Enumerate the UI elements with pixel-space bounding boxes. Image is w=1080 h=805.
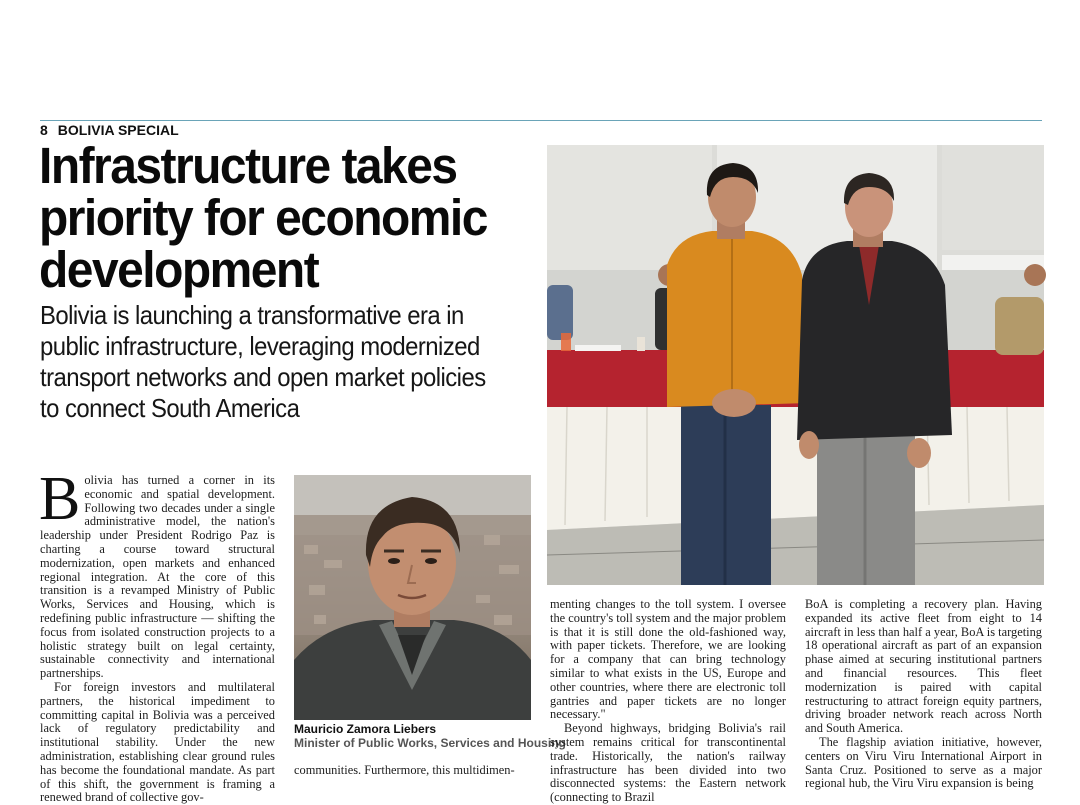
article-standfirst: Bolivia is launching a transformative era in public infrastructure, leveraging modernized transport networks and open market policies to connect South America — [40, 300, 486, 423]
article-headline: Infrastructure takes priority for economic development — [39, 137, 487, 298]
page-number: 8 — [40, 122, 48, 138]
body-paragraph: menting changes to the toll system. I oversee the country's toll system and the major problem is that it is still done the old-fashioned way, with paper tickets. Therefore, we are looking for a company that can bring technology similar to what exists in the US, Europe and other countries, where there are electronic toll gantries and paper tickets are no longer necessary." — [550, 597, 786, 722]
drop-cap: B — [39, 465, 81, 533]
body-paragraph — [39, 465, 275, 681]
meeting-illustration — [547, 145, 1044, 585]
body-column-4 — [805, 597, 1042, 791]
section-name: BOLIVIA SPECIAL — [57, 122, 179, 138]
body-column-3 — [550, 597, 786, 805]
body-paragraph: communities. Furthermore, this multidimen- — [294, 763, 515, 777]
caption-title: Minister of Public Works, Services and Housing — [294, 736, 566, 750]
portrait-illustration — [294, 475, 531, 720]
caption-name: Mauricio Zamora Liebers — [294, 722, 437, 736]
meeting-photo — [547, 145, 1044, 585]
body-paragraph: The flagship aviation initiative, however, centers on Viru Viru International Airport in Santa Cruz. Positioned to serve as a major regional hub, the Viru Viru expansion is being — [805, 734, 1042, 791]
body-paragraph: For foreign investors and multilateral partners, the historical impediment to committing capital in Bolivia was a perceived lack of regulatory predictability and institutional stability. Under the new administration, establishing clear ground rules has become the foundational mandate. As part of this shift, the government is framing a renewed brand of collective gov- — [40, 679, 275, 805]
body-paragraph: Beyond highways, bridging Bolivia's rail system remains critical for transcontinental trade. Historically, the nation's railway infrastructure has been divided into two disconnected systems: the Eastern network (connecting to Brazil — [550, 721, 786, 805]
paragraph-text: olivia has turned a corner in its economic and spatial development. Following two decades under a single administrative model, the nation's leadership under President Rodrigo Paz is charting a course toward structural modernization, open markets and enhanced regional integration. At the core of this transition is a revamped Ministry of Public Works, Services and Housing, which is redefining public infrastructure — shifting the focus from isolated construction projects to a holistic strategy built on legal certainty, sustainable connectivity and international partnerships. — [40, 473, 275, 681]
section-header — [40, 122, 179, 138]
body-column-1 — [39, 465, 275, 805]
body-paragraph: BoA is completing a recovery plan. Having expanded its active fleet from eight to 14 aircraft in less than half a year, BoA is targeting 18 operational aircraft as part of an expansion phase aimed at securing institutional partners and financial resources. This fleet modernization is paired with capital restructuring to attract foreign equity partners, driving broader network reach across North and South America. — [805, 597, 1042, 736]
header-rule — [40, 120, 1042, 121]
minister-portrait-photo — [294, 475, 531, 720]
body-column-2 — [294, 764, 531, 778]
